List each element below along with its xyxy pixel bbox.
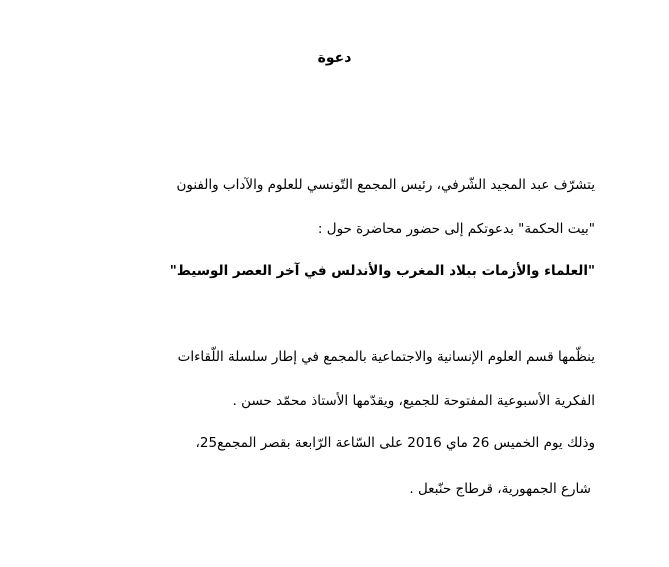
details-line-4: شارع الجمهورية، قرطاج حنّبعل .	[409, 481, 591, 497]
invitation-title: دعوة	[317, 50, 352, 66]
intro-line-1: يتشرّف عبد المجيد الشّرفي، رئيس المجمع التّونسي للعلوم والآداب والفنون	[176, 177, 595, 193]
details-line-1: ينظّمها قسم العلوم الإنسانية والاجتماعية بالمجمع في إطار سلسلة اللّقاءات	[177, 349, 595, 365]
intro-line-2: "بيت الحكمة" بدعوتكم إلى حضور محاضرة حول :	[317, 221, 595, 237]
lecture-title: "العلماء والأزمات ببلاد المغرب والأندلس في آخر العصر الوسيط"	[169, 263, 595, 279]
details-line-2: الفكرية الأسبوعية المفتوحة للجميع، ويقدّمها الأستاذ محمّد حسن .	[232, 393, 595, 409]
details-line-3: وذلك يوم الخميس 26 ماي 2016 على السّاعة الرّابعة بقصر المجمع25،	[195, 435, 595, 451]
